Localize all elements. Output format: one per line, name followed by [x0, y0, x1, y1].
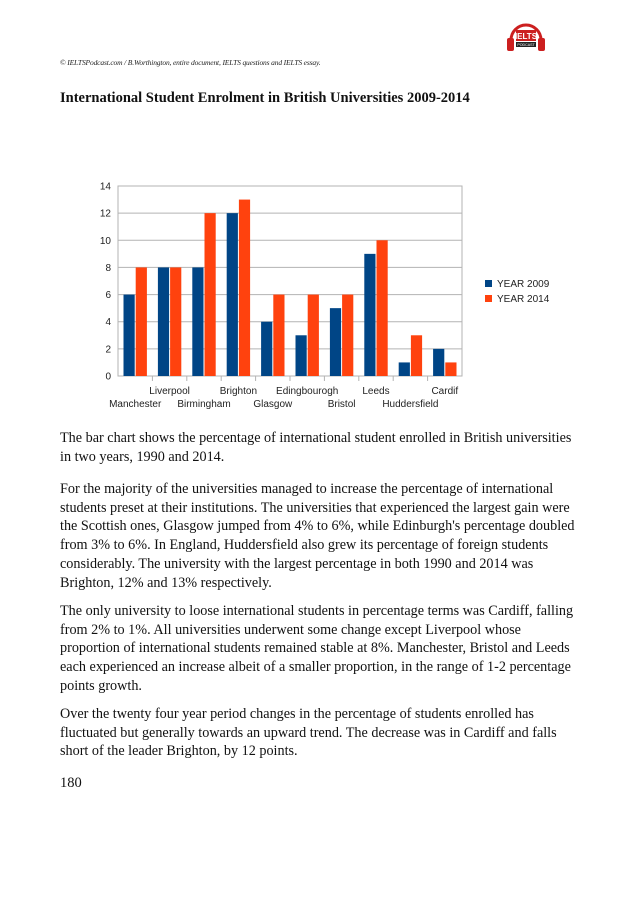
bar-2009-huddersfield	[399, 362, 410, 376]
x-category-label: Leeds	[362, 386, 390, 397]
y-tick-label: 14	[99, 181, 111, 193]
legend-swatch-2009	[485, 280, 492, 287]
bar-2009-liverpool	[158, 267, 169, 376]
legend-label-2009: YEAR 2009	[497, 279, 550, 290]
x-category-label: Glasgow	[253, 399, 293, 410]
bar-2014-huddersfield	[411, 335, 422, 376]
svg-text:IELTS: IELTS	[514, 32, 538, 41]
bar-2014-birmingham	[205, 213, 216, 376]
y-tick-label: 2	[105, 344, 111, 356]
bar-2009-edingbourogh	[296, 335, 307, 376]
x-category-label: Manchester	[109, 399, 162, 410]
svg-text:PODCAST: PODCAST	[517, 43, 535, 47]
bar-2009-bristol	[330, 308, 341, 376]
x-category-label: Bristol	[327, 399, 356, 410]
bar-2014-glasgow	[273, 295, 284, 376]
bar-2014-liverpool	[170, 267, 181, 376]
y-tick-label: 6	[105, 290, 111, 302]
page-number: 180	[60, 775, 82, 791]
bar-2014-brighton	[239, 200, 250, 376]
y-tick-label: 8	[105, 262, 111, 274]
paragraph-conclusion: Over the twenty four year period changes in the percentage of students enrolled has fluctuated but generally towards an upward trend. The decrease was in Cardiff and falls short of the leader Brighton, by 12 points.	[60, 706, 557, 760]
y-tick-label: 0	[105, 371, 111, 383]
chart-title: International Student Enrolment in British Universities 2009-2014	[60, 90, 470, 106]
plot-area-border	[118, 186, 462, 376]
bar-2014-bristol	[342, 295, 353, 376]
x-category-label: Liverpool	[149, 386, 190, 397]
bar-2009-birmingham	[192, 267, 203, 376]
x-category-label: Birmingham	[177, 399, 231, 410]
bar-chart	[0, 0, 638, 425]
bar-2014-edingbourogh	[308, 295, 319, 376]
bar-2009-manchester	[124, 295, 135, 376]
bar-2009-leeds	[364, 254, 375, 376]
bar-2009-glasgow	[261, 322, 272, 376]
paragraph-decreases: The only university to loose international students in percentage terms was Cardiff, falling from 2% to 1%. All universities underwent some change except Liverpool whose proportion of international students remained stable at 8%. Manchester, Bristol and Leeds each experienced an increase albeit of a smaller proportion, in the range of 1-2 percentage points growth.	[60, 603, 574, 694]
legend-swatch-2014	[485, 295, 492, 302]
paragraph-intro: The bar chart shows the percentage of international student enrolled in British universities in two years, 1990 and 2014.	[60, 430, 572, 465]
bar-2009-brighton	[227, 213, 238, 376]
x-category-label: Cardif	[431, 386, 459, 397]
bar-2014-leeds	[377, 240, 388, 376]
paragraph-increases: For the majority of the universities managed to increase the percentage of international students preset at their institutions. The universities that experienced the largest gain were the Scottish ones, Glasgow jumped from 4% to 6%, while Edinburgh's percentage doubled from 3% to 6%. In England, Huddersfield also grew its percentage of foreign students considerably. The university with the largest percentage in both 1990 and 2014 was Brighton, 12% and 13% respectively.	[60, 481, 575, 591]
y-tick-label: 4	[105, 317, 111, 329]
x-category-label: Brighton	[219, 386, 258, 397]
legend-label-2014: YEAR 2014	[497, 294, 550, 305]
bar-2009-cardif	[433, 349, 444, 376]
copyright-notice: © IELTSPodcast.com / B.Worthington, entire document, IELTS questions and IELTS essay.	[60, 58, 321, 67]
x-category-label: Edingbourogh	[276, 386, 339, 397]
y-tick-label: 12	[99, 208, 111, 220]
bar-2014-cardif	[445, 362, 456, 376]
y-tick-label: 10	[99, 235, 111, 247]
x-category-label: Huddersfield	[382, 399, 439, 410]
bar-2014-manchester	[136, 267, 147, 376]
